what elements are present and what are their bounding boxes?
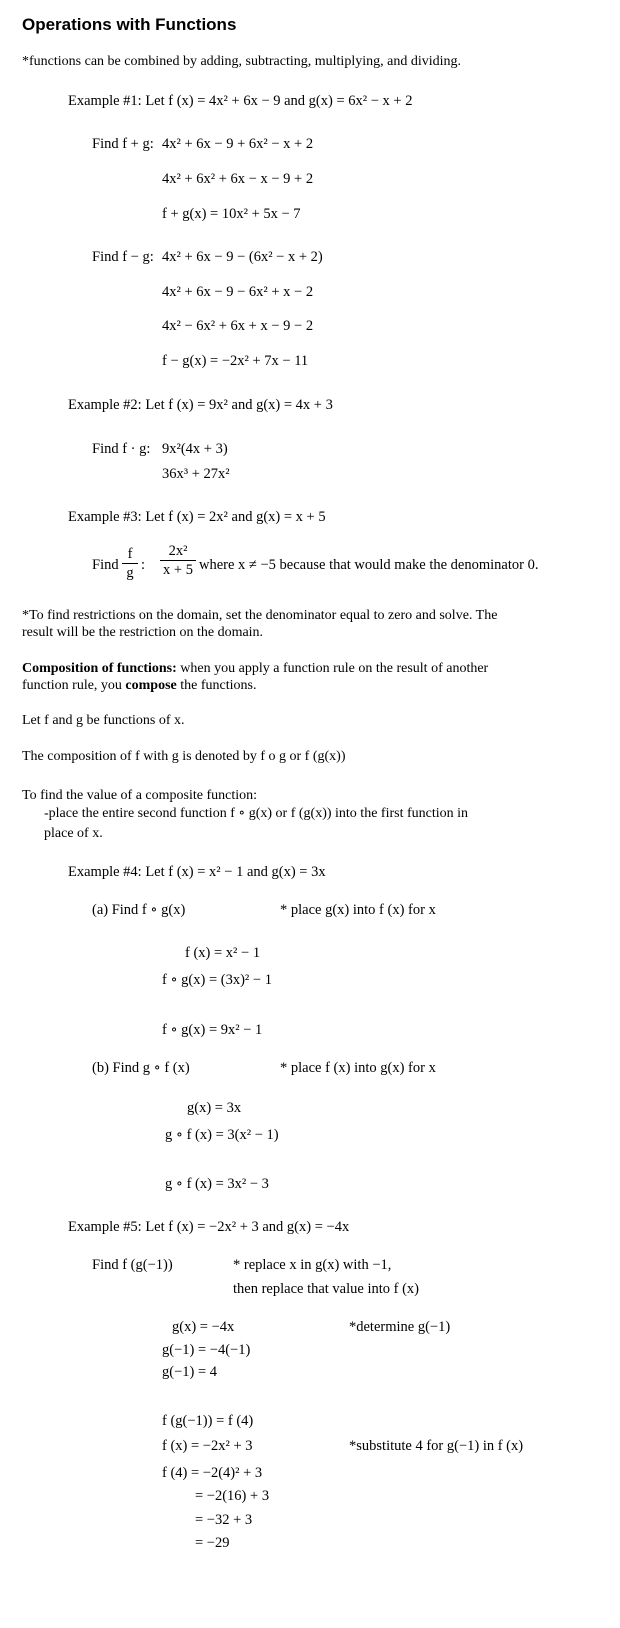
- example-4b-label: (b) Find g ∘ f (x): [92, 1060, 190, 1076]
- fraction-bar: [160, 560, 196, 561]
- example-4b-result: g ∘ f (x) = 3x² − 3: [165, 1176, 269, 1192]
- example-5-g-result: g(−1) = 4: [162, 1364, 218, 1380]
- example-5-f-step: = −32 + 3: [195, 1512, 253, 1528]
- example-1-sub-label: Find f − g:: [92, 249, 154, 265]
- fraction-numerator: 2x²: [168, 543, 188, 559]
- page-title: Operations with Functions: [22, 15, 237, 34]
- restriction-note: result will be the restriction on the domain.: [22, 625, 264, 640]
- example-4a-label: (a) Find f ∘ g(x): [92, 902, 186, 918]
- fraction-denominator: x + 5: [163, 562, 193, 578]
- example-4a-step: f ∘ g(x) = (3x)² − 1: [162, 972, 272, 988]
- example-5-f-result: = −29: [195, 1535, 230, 1551]
- example-1-sub-result: f − g(x) = −2x² + 7x − 11: [162, 353, 309, 369]
- example-5-header: Example #5: Let f (x) = −2x² + 3 and g(x) = −4x: [68, 1219, 350, 1235]
- example-2-result: 36x³ + 27x²: [162, 466, 230, 482]
- restriction-note: *To find restrictions on the domain, set the denominator equal to zero and solve. The: [22, 608, 498, 623]
- example-2-label: Find f · g:: [92, 441, 151, 457]
- example-1-add-step: 4x² + 6x² + 6x − x − 9 + 2: [162, 171, 314, 187]
- intro-text: *functions can be combined by adding, subtracting, multiplying, and dividing.: [22, 54, 461, 69]
- example-5-g-note: *determine g(−1): [349, 1319, 451, 1335]
- example-3-find: Find: [92, 557, 119, 573]
- example-5-f-note: *substitute 4 for g(−1) in f (x): [349, 1438, 524, 1454]
- example-4-header: Example #4: Let f (x) = x² − 1 and g(x) = 3x: [68, 864, 326, 880]
- example-5-f-step: f (g(−1)) = f (4): [162, 1413, 254, 1429]
- example-4a-step: f (x) = x² − 1: [185, 945, 261, 961]
- example-1-add-step: 4x² + 6x − 9 + 6x² − x + 2: [162, 136, 314, 152]
- composition-definition-text: the functions.: [176, 678, 257, 693]
- example-1-sub-step: 4x² − 6x² + 6x + x − 9 − 2: [162, 318, 314, 334]
- composition-definition-text: function rule, you: [22, 678, 126, 693]
- example-5-f-step: = −2(16) + 3: [195, 1488, 270, 1504]
- example-4b-note: * place f (x) into g(x) for x: [280, 1060, 436, 1076]
- example-5-g-step: g(−1) = −4(−1): [162, 1342, 251, 1358]
- example-3-header: Example #3: Let f (x) = 2x² and g(x) = x + 5: [68, 509, 326, 525]
- example-3-fraction: [122, 546, 138, 581]
- find-value-heading: To find the value of a composite function:: [22, 788, 258, 803]
- let-statement: Let f and g be functions of x.: [22, 713, 185, 728]
- example-4a-result: f ∘ g(x) = 9x² − 1: [162, 1022, 263, 1038]
- example-4a-note: * place g(x) into f (x) for x: [280, 902, 436, 918]
- example-5-label: Find f (g(−1)): [92, 1257, 173, 1273]
- fraction-denominator: g: [126, 565, 134, 581]
- fraction-numerator: f: [127, 546, 133, 562]
- example-3-colon: :: [141, 557, 146, 573]
- instruction-text: -place the entire second function f ∘ g(x) or f (g(x)) into the first function in: [44, 806, 468, 821]
- example-1-sub-step: 4x² + 6x − 9 − (6x² − x + 2): [162, 249, 323, 265]
- example-5-note: then replace that value into f (x): [233, 1281, 420, 1297]
- fraction-bar: [122, 563, 138, 564]
- compose-term: compose: [125, 678, 177, 693]
- example-1-sub-step: 4x² + 6x − 9 − 6x² + x − 2: [162, 284, 314, 300]
- example-5-f-step: f (x) = −2x² + 3: [162, 1438, 253, 1454]
- example-5-note: * replace x in g(x) with −1,: [233, 1257, 392, 1273]
- notation-statement: The composition of f with g is denoted by f o g or f (g(x)): [22, 749, 346, 764]
- composition-definition: [22, 660, 488, 677]
- example-3-note: where x ≠ −5 because that would make the denominator 0.: [199, 557, 539, 573]
- instruction-text: place of x.: [44, 826, 103, 841]
- example-3-result-fraction: [160, 543, 196, 578]
- example-1-add-label: Find f + g:: [92, 136, 154, 152]
- composition-definition-text: when you apply a function rule on the result of another: [176, 661, 489, 676]
- example-5-f-step: f (4) = −2(4)² + 3: [162, 1465, 263, 1481]
- composition-term: Composition of functions:: [22, 661, 177, 676]
- example-4b-step: g(x) = 3x: [187, 1100, 242, 1116]
- example-1-header: Example #1: Let f (x) = 4x² + 6x − 9 and g(x) = 6x² − x + 2: [68, 93, 413, 109]
- example-2-header: Example #2: Let f (x) = 9x² and g(x) = 4x + 3: [68, 397, 333, 413]
- example-5-g-step: g(x) = −4x: [172, 1319, 235, 1335]
- example-2-step: 9x²(4x + 3): [162, 441, 228, 457]
- composition-definition: [22, 677, 256, 694]
- example-4b-step: g ∘ f (x) = 3(x² − 1): [165, 1127, 279, 1143]
- example-1-add-result: f + g(x) = 10x² + 5x − 7: [162, 206, 301, 222]
